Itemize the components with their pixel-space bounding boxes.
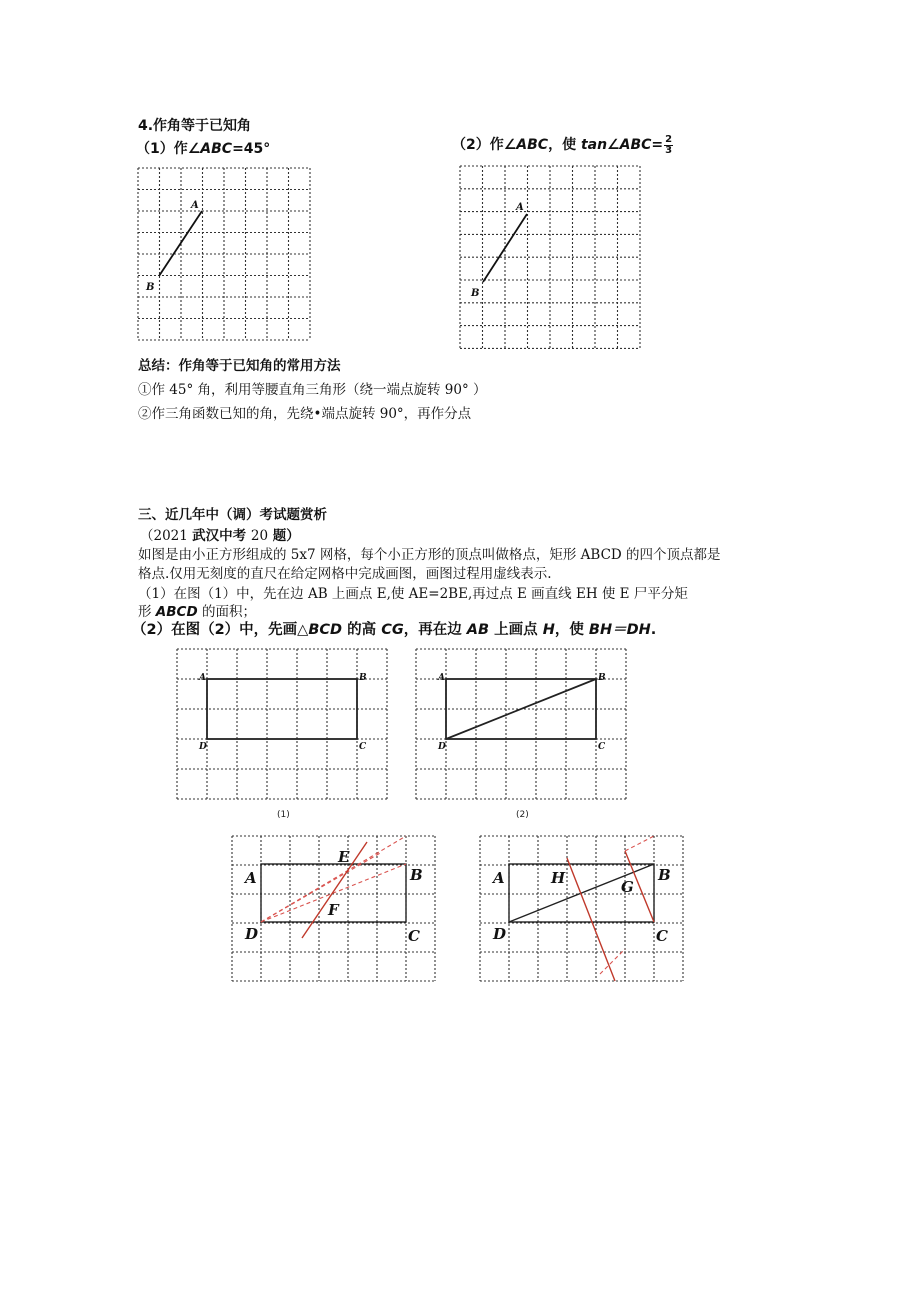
sol1-label-a: A: [245, 869, 257, 887]
dashed-line-2: [261, 852, 382, 922]
section3-title: 三、近几年中（调）考试题赏析: [138, 507, 327, 523]
part1-prefix: （1）作∠: [136, 141, 201, 157]
fig2-label-d: D: [438, 742, 446, 752]
sol2-label-d: D: [493, 925, 507, 943]
sol2-label-c: C: [656, 927, 668, 945]
part2-abc: ABC: [516, 137, 549, 153]
q2-ab: AB: [466, 622, 490, 638]
exam-figure-2: [416, 649, 628, 821]
q1-line2-suffix: 的面积；: [197, 604, 256, 620]
dashed-helper-1: [625, 836, 654, 851]
q2-bcd: BCD: [308, 622, 343, 638]
source-prefix: （2021: [140, 528, 193, 544]
source-suffix: 题）: [268, 528, 300, 544]
part2-prefix: （2）作∠: [452, 137, 517, 153]
grid-lines-1: [138, 168, 310, 340]
part1-suffix: =45°: [232, 141, 271, 157]
q2-prefix: （2）在图（2）中，先画△: [132, 622, 309, 638]
fig1-label-a: A: [199, 673, 206, 683]
method-2: ②作三角函数已知的角，先绕•端点旋转 90°，再作分点: [138, 406, 472, 422]
fig1-label-d: D: [199, 742, 207, 752]
fig2-caption: (2): [516, 810, 529, 820]
sol1-label-f: F: [328, 901, 339, 919]
grid-figure-1: [138, 168, 313, 343]
point-label-a-2: A: [516, 202, 524, 213]
part2-tan: tan∠ABC=: [580, 137, 664, 153]
fraction-denominator: 3: [665, 144, 673, 156]
fig2-label-c: C: [598, 742, 606, 752]
source-bold: 武汉中考: [192, 528, 251, 544]
q2-mid3: 上画点: [489, 622, 543, 638]
solution-figure-2: [480, 834, 686, 984]
fig1-label-c: C: [359, 742, 367, 752]
point-label-a-1: A: [191, 200, 199, 211]
part2-mid: ，使: [548, 137, 581, 153]
q2-h: H: [542, 622, 555, 638]
q1-abcd: ABCD: [155, 604, 198, 620]
intro-line-2: 格点.仅用无刻度的直尺在给定网格中完成画图，画图过程用虚线表示.: [138, 566, 552, 582]
sol1-label-d: D: [245, 925, 259, 943]
q2-cg: CG: [381, 622, 404, 638]
section4-title-text: 4.作角等于已知角: [138, 118, 252, 134]
perpendicular-bisector-h: [567, 858, 615, 981]
q2-eq: BH＝DH: [588, 622, 651, 638]
q2-mid4: ，使: [554, 622, 589, 638]
part1-title: [136, 138, 270, 158]
sol2-label-h: H: [551, 869, 566, 887]
source-num: 20: [250, 528, 269, 544]
bisecting-line-ef: [302, 842, 367, 938]
grid-lines-4: [416, 649, 626, 799]
grid-lines-3: [177, 649, 387, 799]
question-2: [132, 618, 656, 639]
part1-abc: ABC: [200, 141, 233, 157]
sol1-label-b: B: [410, 866, 423, 884]
fig1-caption: (1): [277, 810, 290, 820]
part2-fraction: [664, 135, 673, 156]
grid-figure-2: [460, 166, 642, 350]
q2-mid1: 的高: [342, 622, 382, 638]
fig2-label-b: B: [598, 673, 606, 683]
q2-mid2: ，再在边: [403, 622, 467, 638]
intro-line-1: 如图是由小正方形组成的 5x7 网格，每个小正方形的顶点叫做格点，矩形 ABCD 的四个顶点都是: [138, 547, 721, 563]
sol2-label-a: A: [493, 869, 505, 887]
question-1-line-2: [138, 600, 256, 620]
method-1: ①作 45° 角，利用等腰直角三角形（绕一端点旋转 90° ）: [138, 382, 487, 398]
fig1-label-b: B: [359, 673, 367, 683]
exam-figure-1: [177, 649, 387, 821]
point-label-b-2: B: [471, 288, 480, 299]
solution-figure-1: [232, 834, 438, 984]
exam-source: [140, 524, 300, 544]
sol1-label-c: C: [408, 927, 420, 945]
grid-lines-2: [460, 166, 640, 348]
question-1-line-1: （1）在图（1）中，先在边 AB 上画点 E,使 AE=2BE,再过点 E 画直线 EH 使 E 尸平分矩: [138, 586, 688, 602]
section4-title: [138, 115, 251, 135]
point-label-b-1: B: [146, 282, 155, 293]
grid-lines-6: [480, 836, 683, 981]
fraction-numerator: 2: [665, 133, 673, 145]
summary-title: 总结：作角等于已知角的常用方法: [138, 358, 341, 374]
sol1-label-e: E: [338, 848, 350, 866]
fig2-label-a: A: [438, 673, 445, 683]
sol2-label-g: G: [621, 878, 634, 896]
sol2-label-b: B: [658, 866, 671, 884]
part2-title: [452, 134, 673, 156]
q2-end: .: [650, 622, 657, 638]
q1-line2-prefix: 形: [138, 604, 156, 620]
